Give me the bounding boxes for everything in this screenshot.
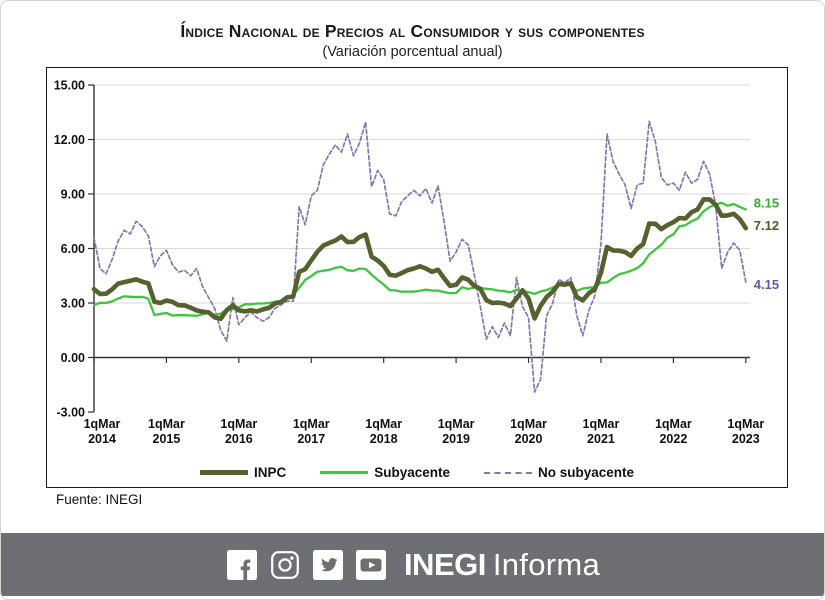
x-tick-year: 2019: [442, 432, 471, 446]
y-tick-labels: [54, 78, 85, 419]
inegi-footer-bar: [1, 533, 825, 596]
x-tick-prefix: 1qMar: [654, 417, 692, 431]
subyacente-line-sample: [320, 471, 368, 474]
x-tick-prefix: 1qMar: [365, 417, 403, 431]
x-tick-year: 2021: [587, 432, 615, 446]
x-tick-year: 2016: [224, 432, 253, 446]
gridlines: [94, 85, 750, 303]
legend-label-no-subyacente: No subyacente: [538, 465, 635, 480]
y-tick-label: 6.00: [60, 241, 85, 256]
x-tick-year: 2014: [88, 432, 116, 446]
price-index-line-chart: [47, 68, 789, 489]
legend-label-inpc: INPC: [253, 465, 287, 480]
no-subyacente-line-sample: [484, 472, 532, 474]
x-tick-prefix: 1qMar: [437, 417, 475, 431]
x-tick-year: 2023: [731, 432, 760, 446]
legend-item-subyacente: [320, 465, 450, 480]
end-label-inpc: 7.12: [753, 218, 780, 234]
x-tick-prefix: 1qMar: [292, 417, 330, 431]
brand-inegi: INEGI: [403, 546, 486, 582]
legend-item-inpc: [200, 465, 286, 480]
x-tick-prefix: 1qMar: [727, 417, 765, 431]
chart-frame: [46, 67, 788, 488]
youtube-icon[interactable]: [356, 550, 386, 580]
series-inpc: [94, 199, 746, 318]
x-tick-labels: [84, 417, 765, 446]
chart-legend: [47, 465, 787, 480]
x-tick-year: 2022: [659, 432, 688, 446]
legend-label-subyacente: Subyacente: [374, 465, 450, 480]
y-tick-label: 12.00: [53, 132, 85, 147]
x-tick-prefix: 1qMar: [510, 417, 547, 431]
x-tick-year: 2017: [297, 432, 326, 446]
y-tick-label: 0.00: [60, 350, 85, 365]
end-label-subyacente: 8.15: [753, 195, 780, 211]
x-tick-year: 2018: [369, 432, 398, 446]
instagram-icon[interactable]: [270, 550, 300, 580]
x-tick-prefix: 1qMar: [83, 417, 121, 431]
brand-informa: Informa: [492, 546, 601, 582]
end-label-no-subyacente: 4.15: [753, 277, 780, 293]
x-tick-prefix: 1qMar: [220, 417, 258, 431]
inegi-informa-logo: [404, 547, 600, 583]
source-note: Fuente: INEGI: [56, 492, 143, 507]
y-tick-label: 9.00: [60, 187, 85, 202]
inpc-line-sample: [200, 470, 248, 475]
social-icons: [227, 550, 386, 580]
twitter-icon[interactable]: [313, 550, 343, 580]
chart-title: Índice Nacional de Precios al Consumidor y sus componentes: [180, 21, 645, 41]
chart-subtitle: (Variación porcentual anual): [322, 44, 503, 60]
facebook-icon[interactable]: [227, 550, 257, 580]
x-tick-prefix: 1qMar: [582, 417, 620, 431]
y-tick-label: -3.00: [56, 405, 85, 420]
series-subyacente: [94, 203, 746, 316]
x-tick-prefix: 1qMar: [148, 417, 185, 431]
y-tick-label: 15.00: [53, 78, 85, 93]
x-tick-year: 2020: [514, 432, 543, 446]
end-value-labels: [754, 195, 779, 292]
legend-item-no-subyacente: [484, 465, 634, 480]
x-tick-year: 2015: [152, 432, 181, 446]
y-tick-label: 3.00: [60, 296, 85, 311]
